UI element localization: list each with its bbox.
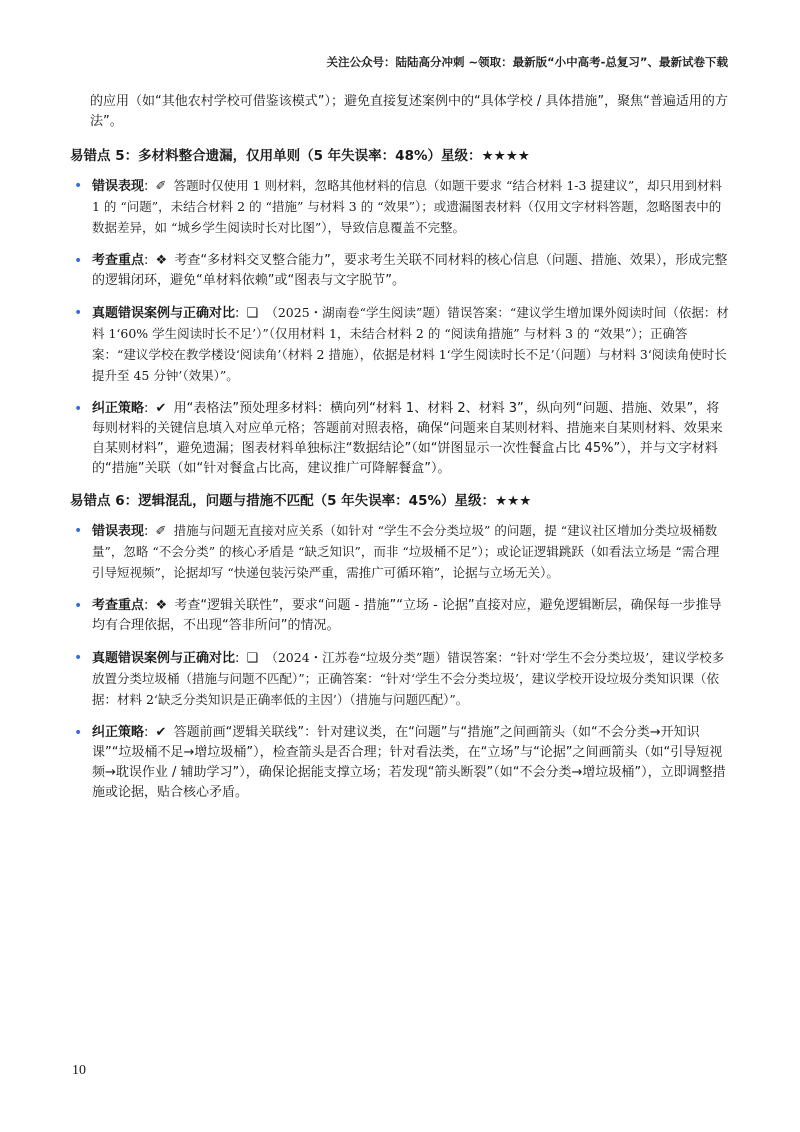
list-item: • 错误表现: ✐ 答题时仅使用 1 则材料，忽略其他材料的信息（如题干要求 “结合材料 1-3 提建议”，却只用到材料 1 的 “问题”，未结合材料 2 的 “措施” 与材料 3 的 “效果”）；或遗漏图表材料（仅用文字材料答题，忽略图表中的数据差异，如 “城乡学生阅读时长对比图”），导致信息覆盖不完整。 bbox=[70, 176, 730, 239]
document-body bbox=[70, 92, 730, 815]
diamond-icon: ❖ bbox=[155, 598, 168, 613]
page-header: 关注公众号：陆陆高分冲刺 ~领取：最新版“小中高考-总复习”、最新试卷下载 bbox=[326, 55, 728, 69]
box-icon: ❑ bbox=[246, 651, 259, 666]
item-label: 纠正策略 bbox=[92, 401, 145, 416]
list-item: • 纠正策略: ✔ 用“表格法”预处理多材料：横向列“材料 1、材料 2、材料 3”，纵向列“问题、措施、效果”，将每则材料的关键信息填入对应单元格；答题前对照表格，确保“问题来自某则材料、措施来自某则材料、效果来自某则材料”，避免遗漏；图表材料单独标注“数据结论”（如“饼图显示一次性餐盒占比 45%”），并与文字材料的“措施”关联（如“针对餐盒占比高，建议推广可降解餐盒”）。 bbox=[70, 399, 730, 479]
list-item: • 真题错误案例与正确对比: ❑ （2024・江苏卷“垃圾分类”题）错误答案：“针对‘学生不会分类垃圾’，建议学校多放置分类垃圾桶（措施与问题不匹配）”；正确答案：“针对‘学生不会分类垃圾’，建议学校开设垃圾分类知识课（依据：材料 2‘缺乏分类知识是正确率低的主因’）（措施与问题匹配）”。 bbox=[70, 648, 730, 711]
item-label: 考查重点 bbox=[92, 253, 145, 268]
item-text: 用“表格法”预处理多材料：横向列“材料 1、材料 2、材料 3”，纵向列“问题、措施、效果”，将每则材料的关键信息填入对应单元格；答题前对照表格，确保“问题来自某则材料、措施来自某则材料、效果来自某则材料”，避免遗漏；图表材料单独标注“数据结论”（如“饼图显示一次性餐盒占比 45%”），并与文字材料的“措施”关联（如“针对餐盒占比高，建议推广可降解餐盒”）。 bbox=[92, 401, 723, 476]
item-text: （2024・江苏卷“垃圾分类”题）错误答案：“针对‘学生不会分类垃圾’，建议学校多放置分类垃圾桶（措施与问题不匹配）”；正确答案：“针对‘学生不会分类垃圾’，建议学校开设垃圾分类知识课（依据：材料 2‘缺乏分类知识是正确率低的主因’）（措施与问题匹配）”。 bbox=[92, 650, 725, 707]
item-text: 答题前画“逻辑关联线”：针对建议类，在“问题”与“措施”之间画箭头（如“不会分类→开知识课”“垃圾桶不足→增垃圾桶”），检查箭头是否合理；针对看法类，在“立场”与“论据”之间画箭头（如“引导短视频→耽误作业 / 辅助学习”），确保论据能支撑立场；若发现“箭头断裂”（如“不会分类→增垃圾桶”），立即调整措施或论据，贴合核心矛盾。 bbox=[92, 725, 726, 800]
section-heading-5: 易错点 5：多材料整合遗漏，仅用单则（5 年失误率：48%）星级：★★★★ bbox=[70, 148, 530, 164]
item-text: 考查“多材料交叉整合能力”，要求考生关联不同材料的核心信息（问题、措施、效果），形成完整的逻辑闭环，避免“单材料依赖”或“图表与文字脱节”。 bbox=[92, 253, 728, 288]
section-5-list bbox=[70, 176, 730, 479]
intro-paragraph: 的应用（如“其他农村学校可借鉴该模式”）；避免直接复述案例中的“具体学校 / 具体措施”，聚焦“普遍适用的方法”。 bbox=[90, 94, 728, 129]
check-icon: ✔ bbox=[155, 401, 167, 416]
list-item: • 考查重点: ❖ 考查“逻辑关联性”，要求“问题 - 措施”“立场 - 论据”直接对应，避免逻辑断层，确保每一步推导均有合理依据，不出现“答非所问”的情况。 bbox=[70, 596, 730, 636]
item-label: 真题错误案例与正确对比 bbox=[92, 306, 236, 321]
check-icon: ✔ bbox=[155, 725, 167, 740]
section-6-list bbox=[70, 521, 730, 803]
item-label: 纠正策略 bbox=[92, 725, 145, 740]
item-label: 考查重点 bbox=[92, 598, 145, 613]
item-label: 真题错误案例与正确对比 bbox=[92, 651, 236, 666]
list-item: • 考查重点: ❖ 考查“多材料交叉整合能力”，要求考生关联不同材料的核心信息（问题、措施、效果），形成完整的逻辑闭环，避免“单材料依赖”或“图表与文字脱节”。 bbox=[70, 251, 730, 291]
section-heading-6: 易错点 6：逻辑混乱，问题与措施不匹配（5 年失误率：45%）星级：★★★ bbox=[70, 493, 532, 509]
pencil-icon: ✐ bbox=[155, 179, 167, 194]
diamond-icon: ❖ bbox=[155, 253, 168, 268]
item-text: 措施与问题无直接对应关系（如针对 “学生不会分类垃圾” 的问题，提 “建议社区增加分类垃圾桶数量”，忽略 “不会分类” 的核心矛盾是 “缺乏知识”，而非 “垃圾桶不足”）；或论证逻辑跳跃（如看法立场是 “需合理引导短视频”，论据却写 “快递包装污染严重，需推广可循环箱”，论据与立场无关）。 bbox=[92, 523, 720, 580]
item-label: 错误表现 bbox=[92, 179, 145, 194]
item-label: 错误表现 bbox=[92, 524, 145, 539]
page-number: 10 bbox=[72, 1063, 86, 1078]
box-icon: ❑ bbox=[246, 306, 259, 321]
item-text: 答题时仅使用 1 则材料，忽略其他材料的信息（如题干要求 “结合材料 1-3 提建议”，却只用到材料 1 的 “问题”，未结合材料 2 的 “措施” 与材料 3 的 “效果”）；或遗漏图表材料（仅用文字材料答题，忽略图表中的数据差异，如 “城乡学生阅读时长对比图”），导致信息覆盖不完整。 bbox=[92, 178, 722, 235]
list-item: • 纠正策略: ✔ 答题前画“逻辑关联线”：针对建议类，在“问题”与“措施”之间画箭头（如“不会分类→开知识课”“垃圾桶不足→增垃圾桶”），检查箭头是否合理；针对看法类，在“立场”与“论据”之间画箭头（如“引导短视频→耽误作业 / 辅助学习”），确保论据能支撑立场；若发现“箭头断裂”（如“不会分类→增垃圾桶”），立即调整措施或论据，贴合核心矛盾。 bbox=[70, 723, 730, 803]
pencil-icon: ✐ bbox=[155, 524, 167, 539]
list-item: • 真题错误案例与正确对比: ❑ （2025・湖南卷“学生阅读”题）错误答案：“建议学生增加课外阅读时间（依据：材料 1‘60% 学生阅读时长不足’）”（仅用材料 1，未结合材料 2 的 “阅读角措施” 与材料 3 的 “效果”）；正确答案：“建议学校在教学楼设‘阅读角’（材料 2 措施），依据是材料 1‘学生阅读时长不足’（问题）与材料 3‘阅读角使时长提升至 45 分钟’（效果）”。 bbox=[70, 303, 730, 387]
item-text: 考查“逻辑关联性”，要求“问题 - 措施”“立场 - 论据”直接对应，避免逻辑断层，确保每一步推导均有合理依据，不出现“答非所问”的情况。 bbox=[92, 598, 722, 633]
list-item: • 错误表现: ✐ 措施与问题无直接对应关系（如针对 “学生不会分类垃圾” 的问题，提 “建议社区增加分类垃圾桶数量”，忽略 “不会分类” 的核心矛盾是 “缺乏知识”，而非 “垃圾桶不足”）；或论证逻辑跳跃（如看法立场是 “需合理引导短视频”，论据却写 “快递包装污染严重，需推广可循环箱”，论据与立场无关）。 bbox=[70, 521, 730, 584]
item-text: （2025・湖南卷“学生阅读”题）错误答案：“建议学生增加课外阅读时间（依据：材料 1‘60% 学生阅读时长不足’）”（仅用材料 1，未结合材料 2 的 “阅读角措施” 与材料 3 的 “效果”）；正确答案：“建议学校在教学楼设‘阅读角’（材料 2 措施），依据是材料 1‘学生阅读时长不足’（问题）与材料 3‘阅读角使时长提升至 45 分钟’（效果）”。 bbox=[92, 305, 729, 383]
